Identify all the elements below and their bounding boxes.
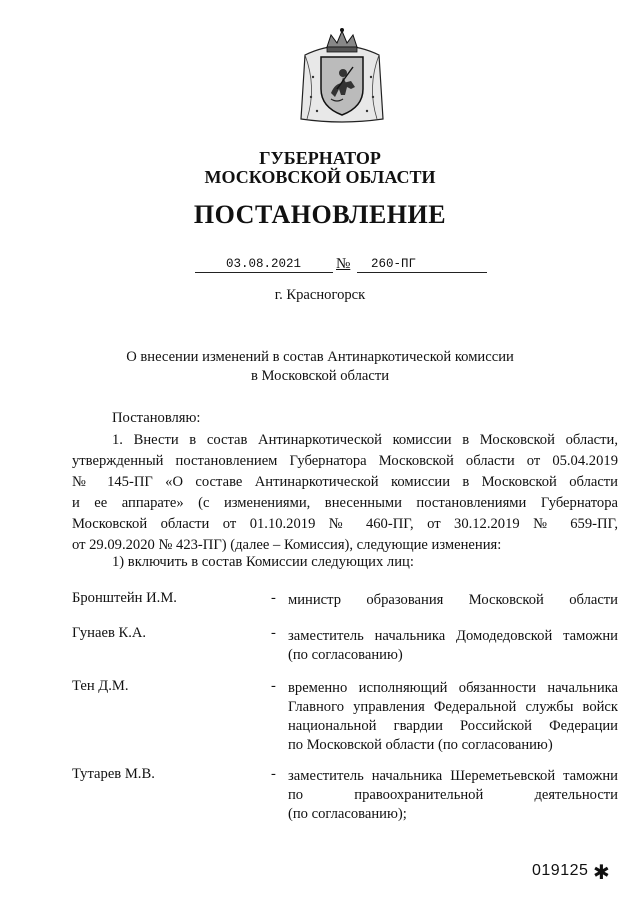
paragraph-line: № 145-ПГ «О составе Антинаркотической комиссии в Московской области [72, 474, 618, 490]
document-date: 03.08.2021 [226, 257, 302, 271]
member-role [288, 627, 618, 665]
coat-of-arms-icon [297, 27, 387, 127]
subject-line1: О внесении изменений в состав Антинаркотической комиссии [126, 349, 514, 365]
member-role [288, 679, 618, 755]
asterisk-icon: ✱ [593, 862, 610, 884]
issuer-title-line1: ГУБЕРНАТОР [259, 148, 381, 168]
paragraph-line: и ее аппарате» (с изменениями, внесенными постановлениями Губернатора [72, 495, 618, 511]
paragraph-line: 1. Внести в состав Антинаркотической комиссии в Московской области, [112, 432, 618, 448]
member-dash: - [271, 590, 276, 606]
item-1: 1) включить в состав Комиссии следующих лиц: [112, 554, 414, 570]
role-line: (по согласованию) [288, 647, 403, 663]
paragraph-1 [72, 430, 618, 556]
subject-line2: в Московской области [250, 368, 390, 384]
paragraph-line: от 29.09.2020 № 423-ПГ) (далее – Комиссия), следующие изменения: [72, 537, 502, 553]
paragraph-line: утвержденный постановлением Губернатора Московской области от 05.04.2019 [72, 453, 618, 469]
number-underline [357, 272, 487, 273]
member-name: Гунаев К.А. [72, 625, 147, 641]
document-type: ПОСТАНОВЛЕНИЕ [193, 200, 447, 229]
role-line: по правоохранительной деятельности [288, 787, 618, 803]
resolve-label: Постановляю: [112, 410, 201, 426]
document-number: 260-ПГ [371, 257, 417, 271]
role-line: временно исполняющий обязанности начальника [288, 680, 618, 696]
member-dash: - [271, 678, 276, 694]
issuer-title-line2: МОСКОВСКОЙ ОБЛАСТИ [204, 167, 436, 187]
role-line: заместитель начальника Домодедовской таможни [288, 628, 618, 644]
date-underline [195, 272, 333, 273]
role-line: национальной гвардии Российской Федерации [288, 718, 618, 734]
member-role [288, 767, 618, 824]
role-line: Главного управления Федеральной службы войск [288, 699, 618, 715]
member-role [288, 591, 618, 610]
city: г. Красногорск [274, 287, 366, 303]
member-name: Бронштейн И.М. [72, 590, 177, 606]
member-dash: - [271, 766, 276, 782]
member-dash: - [271, 625, 276, 641]
role-line: по Московской области (по согласованию) [288, 737, 553, 753]
member-name: Тутарев М.В. [72, 766, 155, 782]
paragraph-line: Московской области от 01.10.2019 № 460-ПГ, от 30.12.2019 № 659-ПГ, [72, 516, 618, 532]
number-sign: № [336, 256, 351, 272]
role-line: министр образования Московской области [288, 592, 618, 608]
role-line: (по согласованию); [288, 806, 407, 822]
serial-number: 019125 [532, 862, 589, 879]
role-line: заместитель начальника Шереметьевской таможни [288, 768, 618, 784]
member-name: Тен Д.М. [72, 678, 129, 694]
